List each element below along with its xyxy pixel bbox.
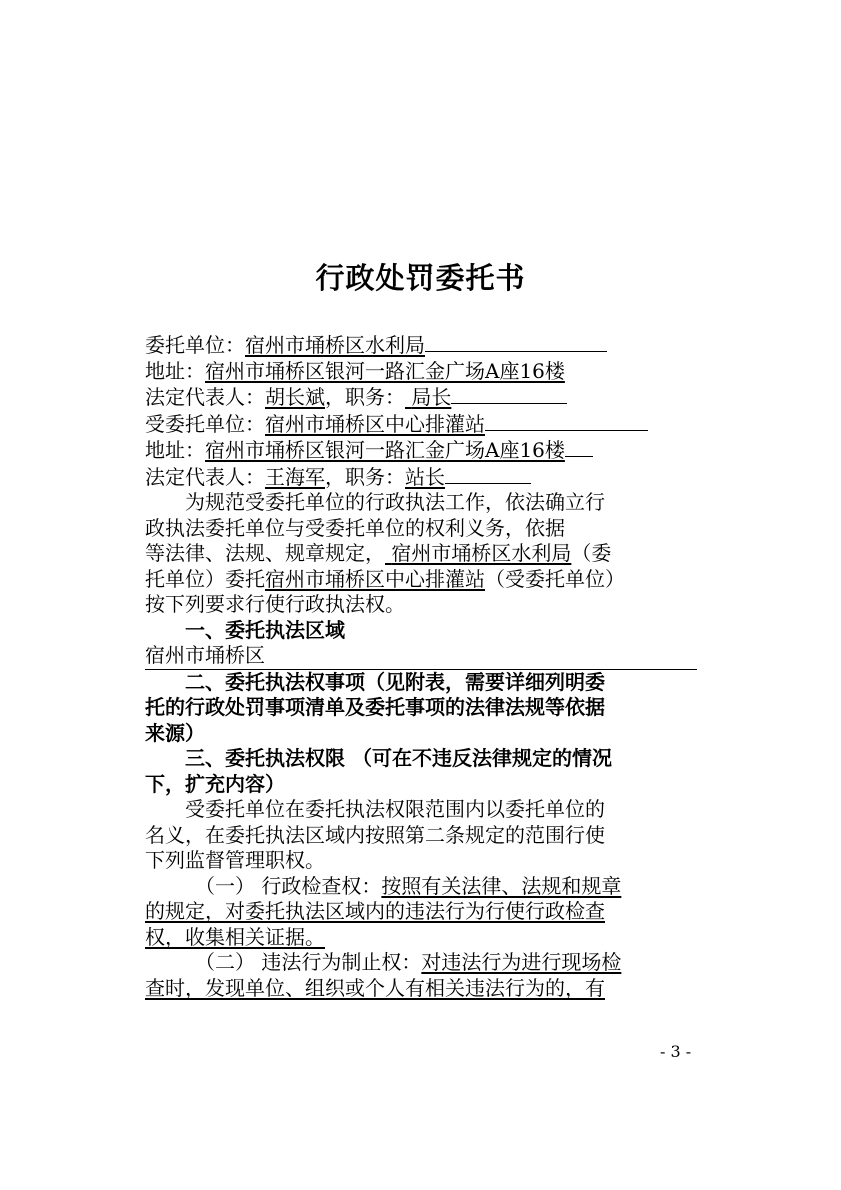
intro-line: 政执法委托单位与受委托单位的权利义务，依据 — [145, 515, 565, 540]
blank-fill — [445, 464, 531, 484]
section2-heading: 托的行政处罚事项清单及委托事项的法律法规等依据 — [145, 695, 605, 719]
item2-text: 对违法行为进行现场检 — [421, 950, 622, 974]
blank-fill — [451, 384, 567, 404]
item1-text: 按照有关法律、法规和规章 — [381, 873, 622, 898]
entrustee-address-line — [145, 437, 697, 464]
item2-line: 查时，发现单位、组织或个人有相关违法行为的，有 — [145, 975, 605, 1000]
entrustor-rep: 胡长斌 — [265, 385, 325, 409]
item1-line: 的规定，对委托执法区域内的违法行为行使行政检查 — [145, 899, 605, 923]
entrustee-address-label: 地址： — [145, 438, 205, 462]
entrustor-position-label: ，职务： — [325, 385, 405, 409]
intro-text: （受委托单位） — [485, 566, 625, 591]
entrustor-address-line — [145, 359, 697, 385]
body-line: 下列监督管理职权。 — [145, 848, 325, 872]
entrustor-rep-line — [145, 384, 697, 411]
item1-line — [145, 874, 697, 900]
section1-heading: 一、委托执法区域 — [185, 617, 345, 642]
intro-line: 为规范受委托单位的行政执法工作，依法确立行 — [185, 490, 605, 514]
body-line: 名义，在委托执法区域内按照第二条规定的范围行使 — [145, 822, 605, 847]
section3-heading: 三、委托执法权限 （可在不违反法律规定的情况 — [185, 746, 612, 770]
item2-label: （二） 违法行为制止权： — [195, 950, 422, 974]
intro-text: 托单位）委托 — [145, 566, 265, 591]
entrustor-address: 宿州市埇桥区银河一路汇金广场A座16楼 — [205, 358, 565, 383]
section2-heading: 二、委托执法权事项（见附表，需要详细列明委 — [185, 669, 605, 694]
intro-text: （委 — [571, 541, 612, 565]
entrustor-unit-label: 委托单位： — [145, 333, 245, 357]
entrustor-rep-label: 法定代表人： — [145, 385, 265, 409]
entrustee-position-label: ，职务： — [325, 464, 405, 489]
entrustee-rep-line — [145, 464, 697, 491]
entrustee-address: 宿州市埇桥区银河一路汇金广场A座16楼 — [205, 438, 565, 462]
section3-heading: 下，扩充内容） — [145, 771, 285, 796]
blank-fill — [565, 437, 593, 457]
blank-fill — [425, 332, 607, 352]
intro-line — [145, 541, 697, 567]
entrustee-unit-line — [145, 411, 697, 438]
item1-label: （一） 行政检查权： — [195, 873, 382, 898]
entrustee-unit: 宿州市埇桥区中心排灌站 — [265, 411, 485, 436]
entrustee-rep: 王海军 — [265, 464, 325, 489]
intro-entrustor-name: 宿州市埇桥区水利局 — [391, 541, 572, 565]
item1-line — [145, 925, 697, 951]
document-title: 行政处罚委托书 — [315, 261, 526, 295]
item2-line — [145, 950, 697, 976]
item1-text: 权，收集相关证据。 — [145, 924, 325, 949]
intro-line: 按下列要求行使行政执法权。 — [145, 592, 405, 616]
body-line: 受委托单位在委托执法权限范围内以委托单位的 — [185, 797, 605, 821]
page-number: - 3 - — [660, 1042, 692, 1061]
entrustor-unit-line — [145, 332, 697, 359]
blank-fill — [485, 411, 648, 431]
intro-line — [145, 567, 697, 593]
entrustee-unit-label: 受委托单位： — [145, 411, 265, 436]
intro-text: 等法律、法规、规章规定， — [145, 541, 385, 565]
document-body — [145, 332, 697, 1001]
intro-entrustee: 宿州市埇桥区中心排灌站 — [265, 566, 485, 591]
intro-entrustor — [385, 541, 571, 565]
entrustee-position: 站长 — [405, 464, 445, 489]
entrustor-unit: 宿州市埇桥区水利局 — [245, 333, 425, 357]
entrustor-position-value: 局长 — [411, 385, 452, 409]
section2-heading: 来源） — [145, 720, 205, 745]
section1-value: 宿州市埇桥区 — [145, 643, 697, 670]
entrustor-position — [405, 385, 451, 409]
entrustor-address-label: 地址： — [145, 358, 205, 383]
entrustee-rep-label: 法定代表人： — [145, 464, 265, 489]
